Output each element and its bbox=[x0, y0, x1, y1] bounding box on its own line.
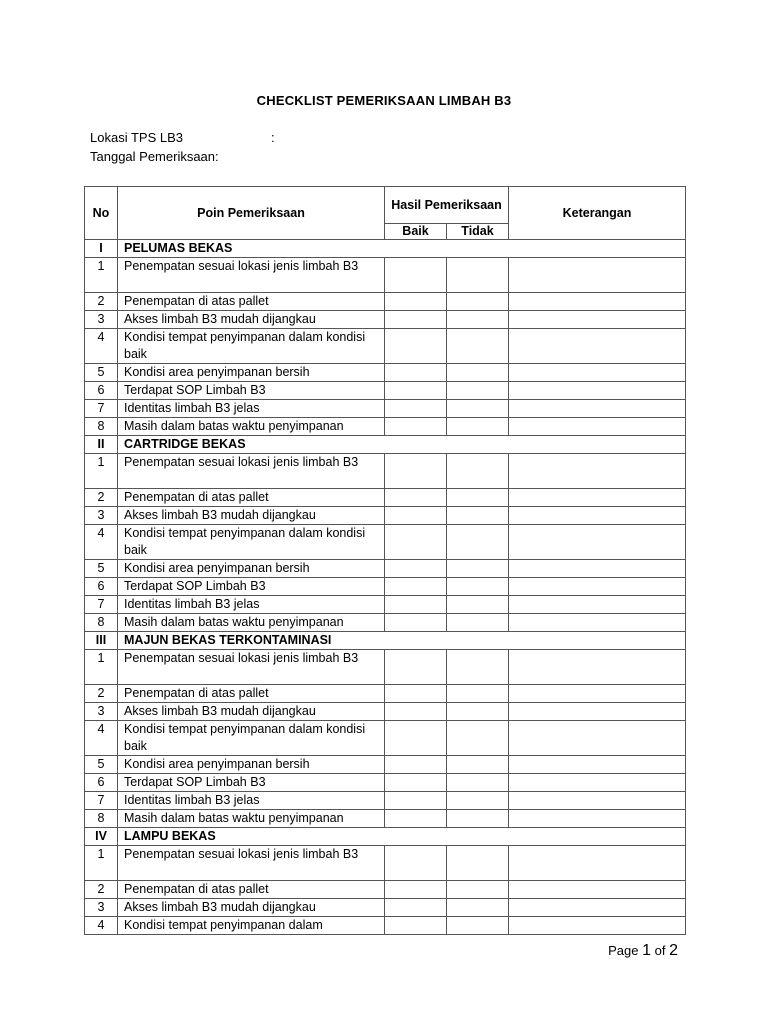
item-text: Akses limbah B3 mudah dijangkau bbox=[118, 703, 385, 721]
baik-cell[interactable] bbox=[385, 258, 447, 293]
keterangan-cell[interactable] bbox=[509, 418, 686, 436]
item-number: 2 bbox=[85, 881, 118, 899]
table-row bbox=[85, 596, 686, 614]
item-text: Kondisi area penyimpanan bersih bbox=[118, 560, 385, 578]
keterangan-cell[interactable] bbox=[509, 685, 686, 703]
baik-cell[interactable] bbox=[385, 846, 447, 881]
keterangan-cell[interactable] bbox=[509, 578, 686, 596]
item-number: 8 bbox=[85, 418, 118, 436]
table-row bbox=[85, 721, 686, 756]
section-number: IV bbox=[85, 828, 118, 846]
item-text: Penempatan di atas pallet bbox=[118, 685, 385, 703]
item-number: 7 bbox=[85, 596, 118, 614]
item-number: 1 bbox=[85, 258, 118, 293]
item-text: Kondisi tempat penyimpanan dalam kondisi baik bbox=[118, 329, 385, 364]
baik-cell[interactable] bbox=[385, 329, 447, 364]
keterangan-cell[interactable] bbox=[509, 810, 686, 828]
lokasi-separator: : bbox=[271, 130, 275, 145]
keterangan-cell[interactable] bbox=[509, 596, 686, 614]
section-title: LAMPU BEKAS bbox=[118, 828, 686, 846]
section-title: CARTRIDGE BEKAS bbox=[118, 436, 686, 454]
table-row bbox=[85, 454, 686, 489]
section-row bbox=[85, 240, 686, 258]
page-indicator bbox=[608, 942, 678, 960]
tidak-cell[interactable] bbox=[447, 614, 509, 632]
tidak-cell[interactable] bbox=[447, 382, 509, 400]
keterangan-cell[interactable] bbox=[509, 258, 686, 293]
keterangan-cell[interactable] bbox=[509, 364, 686, 382]
keterangan-cell[interactable] bbox=[509, 756, 686, 774]
keterangan-cell[interactable] bbox=[509, 525, 686, 560]
header-baik: Baik bbox=[385, 224, 447, 240]
baik-cell[interactable] bbox=[385, 454, 447, 489]
table-row bbox=[85, 311, 686, 329]
baik-cell[interactable] bbox=[385, 899, 447, 917]
keterangan-cell[interactable] bbox=[509, 293, 686, 311]
table-row bbox=[85, 293, 686, 311]
baik-cell[interactable] bbox=[385, 489, 447, 507]
table-row bbox=[85, 685, 686, 703]
item-text: Penempatan sesuai lokasi jenis limbah B3 bbox=[118, 454, 385, 489]
baik-cell[interactable] bbox=[385, 578, 447, 596]
table-row bbox=[85, 489, 686, 507]
header-poin: Poin Pemeriksaan bbox=[118, 187, 385, 240]
item-text: Kondisi tempat penyimpanan dalam kondisi baik bbox=[118, 721, 385, 756]
item-text: Masih dalam batas waktu penyimpanan bbox=[118, 418, 385, 436]
item-text: Penempatan sesuai lokasi jenis limbah B3 bbox=[118, 258, 385, 293]
table-row bbox=[85, 560, 686, 578]
baik-cell[interactable] bbox=[385, 560, 447, 578]
item-number: 4 bbox=[85, 329, 118, 364]
tanggal-label: Tanggal Pemeriksaan bbox=[90, 149, 216, 164]
section-row bbox=[85, 632, 686, 650]
item-text: Identitas limbah B3 jelas bbox=[118, 400, 385, 418]
table-row bbox=[85, 258, 686, 293]
item-number: 4 bbox=[85, 721, 118, 756]
tidak-cell[interactable] bbox=[447, 881, 509, 899]
header-tidak: Tidak bbox=[447, 224, 509, 240]
header-no: No bbox=[85, 187, 118, 240]
item-number: 3 bbox=[85, 507, 118, 525]
baik-cell[interactable] bbox=[385, 364, 447, 382]
baik-cell[interactable] bbox=[385, 703, 447, 721]
baik-cell[interactable] bbox=[385, 507, 447, 525]
table-row bbox=[85, 650, 686, 685]
table-row bbox=[85, 792, 686, 810]
tanggal-row bbox=[90, 149, 219, 164]
item-number: 7 bbox=[85, 400, 118, 418]
item-text: Terdapat SOP Limbah B3 bbox=[118, 774, 385, 792]
item-text: Kondisi tempat penyimpanan dalam bbox=[118, 917, 385, 935]
item-text: Masih dalam batas waktu penyimpanan bbox=[118, 614, 385, 632]
table-row bbox=[85, 578, 686, 596]
tidak-cell[interactable] bbox=[447, 258, 509, 293]
table-row bbox=[85, 507, 686, 525]
baik-cell[interactable] bbox=[385, 774, 447, 792]
tidak-cell[interactable] bbox=[447, 810, 509, 828]
item-text: Kondisi tempat penyimpanan dalam kondisi baik bbox=[118, 525, 385, 560]
baik-cell[interactable] bbox=[385, 596, 447, 614]
page-of: of bbox=[654, 943, 666, 958]
lokasi-label: Lokasi TPS LB3 bbox=[90, 130, 183, 145]
item-number: 3 bbox=[85, 899, 118, 917]
baik-cell[interactable] bbox=[385, 756, 447, 774]
keterangan-cell[interactable] bbox=[509, 703, 686, 721]
tidak-cell[interactable] bbox=[447, 329, 509, 364]
item-text: Akses limbah B3 mudah dijangkau bbox=[118, 899, 385, 917]
tidak-cell[interactable] bbox=[447, 703, 509, 721]
baik-cell[interactable] bbox=[385, 685, 447, 703]
tidak-cell[interactable] bbox=[447, 650, 509, 685]
tidak-cell[interactable] bbox=[447, 489, 509, 507]
keterangan-cell[interactable] bbox=[509, 792, 686, 810]
page-total: 2 bbox=[669, 942, 678, 959]
keterangan-cell[interactable] bbox=[509, 507, 686, 525]
item-number: 5 bbox=[85, 756, 118, 774]
keterangan-cell[interactable] bbox=[509, 454, 686, 489]
table-row bbox=[85, 756, 686, 774]
table-row bbox=[85, 846, 686, 881]
item-text: Identitas limbah B3 jelas bbox=[118, 792, 385, 810]
keterangan-cell[interactable] bbox=[509, 560, 686, 578]
item-number: 4 bbox=[85, 917, 118, 935]
table-row bbox=[85, 400, 686, 418]
baik-cell[interactable] bbox=[385, 650, 447, 685]
item-text: Penempatan di atas pallet bbox=[118, 881, 385, 899]
keterangan-cell[interactable] bbox=[509, 614, 686, 632]
item-text: Penempatan sesuai lokasi jenis limbah B3 bbox=[118, 846, 385, 881]
item-number: 7 bbox=[85, 792, 118, 810]
baik-cell[interactable] bbox=[385, 881, 447, 899]
tidak-cell[interactable] bbox=[447, 293, 509, 311]
tidak-cell[interactable] bbox=[447, 525, 509, 560]
item-number: 3 bbox=[85, 703, 118, 721]
tidak-cell[interactable] bbox=[447, 418, 509, 436]
section-title: MAJUN BEKAS TERKONTAMINASI bbox=[118, 632, 686, 650]
item-number: 4 bbox=[85, 525, 118, 560]
checklist-table bbox=[84, 186, 686, 935]
header-keterangan: Keterangan bbox=[509, 187, 686, 240]
keterangan-cell[interactable] bbox=[509, 721, 686, 756]
tidak-cell[interactable] bbox=[447, 899, 509, 917]
section-number: II bbox=[85, 436, 118, 454]
tidak-cell[interactable] bbox=[447, 774, 509, 792]
baik-cell[interactable] bbox=[385, 721, 447, 756]
keterangan-cell[interactable] bbox=[509, 899, 686, 917]
section-number: I bbox=[85, 240, 118, 258]
keterangan-cell[interactable] bbox=[509, 650, 686, 685]
baik-cell[interactable] bbox=[385, 400, 447, 418]
item-number: 8 bbox=[85, 810, 118, 828]
tidak-cell[interactable] bbox=[447, 792, 509, 810]
tidak-cell[interactable] bbox=[447, 596, 509, 614]
tidak-cell[interactable] bbox=[447, 685, 509, 703]
item-text: Penempatan di atas pallet bbox=[118, 489, 385, 507]
item-text: Kondisi area penyimpanan bersih bbox=[118, 756, 385, 774]
item-number: 5 bbox=[85, 560, 118, 578]
header-hasil: Hasil Pemeriksaan bbox=[385, 187, 509, 224]
table-row bbox=[85, 810, 686, 828]
keterangan-cell[interactable] bbox=[509, 846, 686, 881]
tidak-cell[interactable] bbox=[447, 578, 509, 596]
section-number: III bbox=[85, 632, 118, 650]
table-row bbox=[85, 703, 686, 721]
tidak-cell[interactable] bbox=[447, 917, 509, 935]
baik-cell[interactable] bbox=[385, 293, 447, 311]
baik-cell[interactable] bbox=[385, 810, 447, 828]
item-text: Terdapat SOP Limbah B3 bbox=[118, 382, 385, 400]
baik-cell[interactable] bbox=[385, 917, 447, 935]
tidak-cell[interactable] bbox=[447, 364, 509, 382]
item-number: 5 bbox=[85, 364, 118, 382]
keterangan-cell[interactable] bbox=[509, 881, 686, 899]
tidak-cell[interactable] bbox=[447, 311, 509, 329]
document-title: CHECKLIST PEMERIKSAAN LIMBAH B3 bbox=[256, 93, 512, 108]
table-row bbox=[85, 774, 686, 792]
baik-cell[interactable] bbox=[385, 418, 447, 436]
table-row bbox=[85, 899, 686, 917]
page-prefix: Page bbox=[608, 943, 639, 958]
section-row bbox=[85, 828, 686, 846]
item-text: Penempatan di atas pallet bbox=[118, 293, 385, 311]
item-text: Kondisi area penyimpanan bersih bbox=[118, 364, 385, 382]
keterangan-cell[interactable] bbox=[509, 400, 686, 418]
tanggal-separator: : bbox=[215, 149, 219, 164]
table-row bbox=[85, 614, 686, 632]
tidak-cell[interactable] bbox=[447, 846, 509, 881]
baik-cell[interactable] bbox=[385, 792, 447, 810]
item-text: Masih dalam batas waktu penyimpanan bbox=[118, 810, 385, 828]
item-number: 8 bbox=[85, 614, 118, 632]
item-number: 3 bbox=[85, 311, 118, 329]
table-row bbox=[85, 364, 686, 382]
item-number: 2 bbox=[85, 293, 118, 311]
item-text: Akses limbah B3 mudah dijangkau bbox=[118, 311, 385, 329]
baik-cell[interactable] bbox=[385, 525, 447, 560]
page-current: 1 bbox=[642, 942, 651, 959]
keterangan-cell[interactable] bbox=[509, 917, 686, 935]
item-number: 1 bbox=[85, 846, 118, 881]
keterangan-cell[interactable] bbox=[509, 329, 686, 364]
keterangan-cell[interactable] bbox=[509, 382, 686, 400]
item-text: Penempatan sesuai lokasi jenis limbah B3 bbox=[118, 650, 385, 685]
item-number: 1 bbox=[85, 454, 118, 489]
tidak-cell[interactable] bbox=[447, 560, 509, 578]
table-row bbox=[85, 418, 686, 436]
tidak-cell[interactable] bbox=[447, 454, 509, 489]
tidak-cell[interactable] bbox=[447, 721, 509, 756]
tidak-cell[interactable] bbox=[447, 756, 509, 774]
table-row bbox=[85, 525, 686, 560]
tidak-cell[interactable] bbox=[447, 507, 509, 525]
section-row bbox=[85, 436, 686, 454]
keterangan-cell[interactable] bbox=[509, 311, 686, 329]
table-row bbox=[85, 329, 686, 364]
baik-cell[interactable] bbox=[385, 382, 447, 400]
tidak-cell[interactable] bbox=[447, 400, 509, 418]
item-number: 2 bbox=[85, 489, 118, 507]
item-text: Identitas limbah B3 jelas bbox=[118, 596, 385, 614]
table-row bbox=[85, 917, 686, 935]
table-row bbox=[85, 382, 686, 400]
keterangan-cell[interactable] bbox=[509, 489, 686, 507]
lokasi-row bbox=[90, 130, 275, 145]
section-title: PELUMAS BEKAS bbox=[118, 240, 686, 258]
table-row bbox=[85, 881, 686, 899]
baik-cell[interactable] bbox=[385, 311, 447, 329]
keterangan-cell[interactable] bbox=[509, 774, 686, 792]
item-number: 6 bbox=[85, 382, 118, 400]
item-text: Terdapat SOP Limbah B3 bbox=[118, 578, 385, 596]
item-number: 6 bbox=[85, 578, 118, 596]
item-number: 6 bbox=[85, 774, 118, 792]
item-number: 1 bbox=[85, 650, 118, 685]
baik-cell[interactable] bbox=[385, 614, 447, 632]
item-text: Akses limbah B3 mudah dijangkau bbox=[118, 507, 385, 525]
checklist-body bbox=[85, 240, 686, 935]
item-number: 2 bbox=[85, 685, 118, 703]
